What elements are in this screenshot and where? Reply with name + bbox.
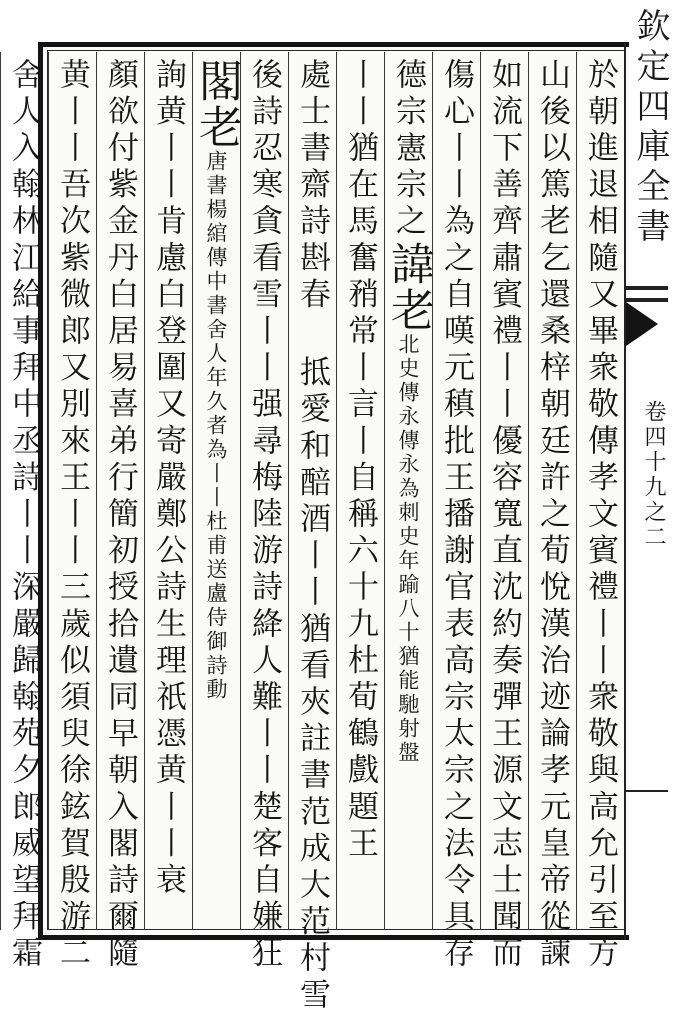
text-column: [144, 52, 192, 930]
column-text: 北史傳永傳永為刺史年踰八十猶能馳射盤: [396, 333, 420, 765]
fishtail-mark: [626, 302, 658, 346]
column-text: 顏欲付紫金丹白居易喜弟行簡初授拾遺同早朝入閣詩爾隨: [102, 58, 138, 973]
column-text: 處士書齋詩斟春 抵愛和醅酒丨丨猶看夾註書范成大范村雪: [294, 58, 330, 1015]
column-text: 傷心丨丨為之自嘆元稹批王播謝官表高宗太宗之法令具存: [438, 58, 474, 973]
column-text: 德宗憲宗之: [390, 58, 426, 241]
column-text: 唐書楊綰傳中書舍人年久者為丨丨杜甫送盧侍御詩動: [204, 150, 228, 702]
text-column: [48, 52, 96, 973]
column-text: 丨丨猶在: [342, 58, 378, 205]
spine-rule: [624, 42, 626, 940]
column-text: 馬奮矟常丨言丨自稱六十九杜荀鶴戲題王: [342, 204, 378, 864]
spine-divider: [624, 286, 668, 290]
text-column: [288, 52, 336, 1015]
text-column: [480, 52, 528, 973]
spine-divider-lower: [624, 790, 668, 792]
column-text: 黄丨丨吾次紫微郎又別來王丨丨三歲似須臾徐鉉賀殷游二: [54, 58, 90, 973]
column-text: 山後以篤老乞還桑梓朝廷許之荀悅漢治迹論孝元皇帝從諫: [534, 58, 570, 973]
text-column: [432, 52, 480, 973]
column-text: 後詩忍寒貪看雪丨丨强尋梅陸游詩絳人難丨丨楚客自嫌狂: [246, 58, 282, 973]
text-column: [240, 52, 288, 973]
text-column: [336, 52, 384, 930]
text-column: [96, 52, 144, 973]
text-column: [384, 52, 432, 930]
book-title: 欽定四庫全書: [630, 8, 670, 248]
column-text: 如流下善齊肅賓禮丨丨優容寬直沈約奏彈王源文志士聞而: [486, 58, 522, 973]
entry-heading: 諱老: [383, 241, 434, 333]
text-column: [576, 52, 624, 973]
text-column: [528, 52, 576, 973]
column-text: 詢黄丨丨肯慮白登圍又寄嚴鄭公詩生理祇憑黄丨丨衰: [150, 58, 186, 900]
text-column: [192, 52, 240, 930]
column-text: 舍人入翰林江給事拜中丞詩丨丨深嚴歸翰苑夕郎威望拜霜: [6, 58, 42, 973]
text-column: [0, 52, 48, 973]
entry-heading: 閣老: [191, 58, 242, 150]
volume-label: 卷四十九之二: [641, 400, 666, 550]
text-columns: [6, 52, 624, 1015]
column-text: 於朝進退相隨又畢衆敬傳孝文賓禮丨丨衆敬與高允引至方: [582, 58, 618, 973]
